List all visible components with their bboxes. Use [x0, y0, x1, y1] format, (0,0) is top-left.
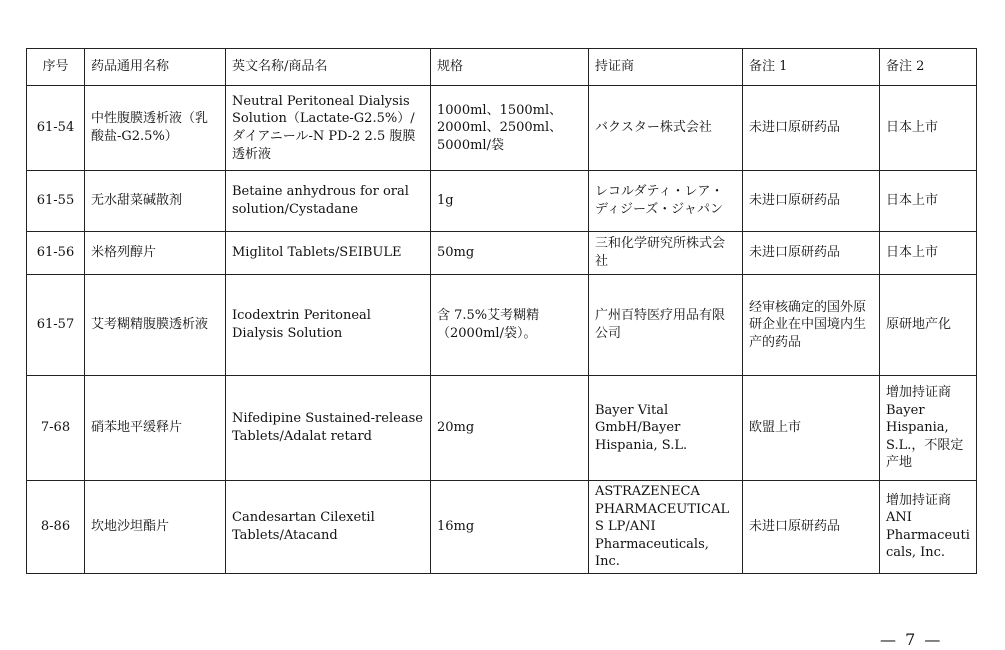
cell-spec: 含 7.5%艾考糊精（2000ml/袋）。	[431, 275, 589, 376]
cell-seq: 7-68	[27, 376, 85, 481]
table-row	[27, 376, 977, 481]
cell-note1: 经审核确定的国外原研企业在中国境内生产的药品	[743, 275, 880, 376]
cell-spec: 20mg	[431, 376, 589, 481]
cell-holder: バクスター株式会社	[589, 86, 743, 171]
cell-english-name: Candesartan Cilexetil Tablets/Atacand	[226, 481, 431, 574]
cell-note1: 未进口原研药品	[743, 171, 880, 232]
cell-spec: 16mg	[431, 481, 589, 574]
cell-english-name: Neutral Peritoneal Dialysis Solution（Lactate-G2.5%）/ダイアニール-N PD-2 2.5 腹膜透析液	[226, 86, 431, 171]
header-note2: 备注 2	[880, 49, 977, 86]
drug-list-table	[26, 48, 977, 574]
table-row	[27, 481, 977, 574]
table-header-row	[27, 49, 977, 86]
cell-seq: 61-56	[27, 232, 85, 275]
cell-note2: 增加持证商 ANI Pharmaceuticals, Inc.	[880, 481, 977, 574]
cell-holder: レコルダティ・レア・ディジーズ・ジャパン	[589, 171, 743, 232]
cell-generic-name: 无水甜菜碱散剂	[85, 171, 226, 232]
cell-seq: 61-54	[27, 86, 85, 171]
header-seq: 序号	[27, 49, 85, 86]
cell-seq: 61-57	[27, 275, 85, 376]
cell-note2: 原研地产化	[880, 275, 977, 376]
cell-note1: 未进口原研药品	[743, 481, 880, 574]
cell-generic-name: 坎地沙坦酯片	[85, 481, 226, 574]
cell-note2: 日本上市	[880, 86, 977, 171]
cell-note1: 未进口原研药品	[743, 232, 880, 275]
table-row	[27, 86, 977, 171]
table-row	[27, 275, 977, 376]
cell-note2: 增加持证商 Bayer Hispania, S.L.，不限定产地	[880, 376, 977, 481]
cell-note1: 欧盟上市	[743, 376, 880, 481]
table-row	[27, 232, 977, 275]
cell-note1: 未进口原研药品	[743, 86, 880, 171]
cell-holder: 广州百特医疗用品有限公司	[589, 275, 743, 376]
cell-english-name: Icodextrin Peritoneal Dialysis Solution	[226, 275, 431, 376]
page-number: — 7 —	[880, 630, 943, 649]
cell-english-name: Miglitol Tablets/SEIBULE	[226, 232, 431, 275]
header-generic-name: 药品通用名称	[85, 49, 226, 86]
cell-generic-name: 艾考糊精腹膜透析液	[85, 275, 226, 376]
cell-generic-name: 中性腹膜透析液（乳酸盐-G2.5%）	[85, 86, 226, 171]
cell-spec: 50mg	[431, 232, 589, 275]
header-holder: 持证商	[589, 49, 743, 86]
header-spec: 规格	[431, 49, 589, 86]
table-row	[27, 171, 977, 232]
cell-spec: 1g	[431, 171, 589, 232]
cell-holder: 三和化学研究所株式会社	[589, 232, 743, 275]
cell-english-name: Betaine anhydrous for oral solution/Cystadane	[226, 171, 431, 232]
cell-generic-name: 米格列醇片	[85, 232, 226, 275]
header-english-name: 英文名称/商品名	[226, 49, 431, 86]
cell-note2: 日本上市	[880, 171, 977, 232]
cell-holder: Bayer Vital GmbH/Bayer Hispania, S.L.	[589, 376, 743, 481]
header-note1: 备注 1	[743, 49, 880, 86]
cell-spec: 1000ml、1500ml、2000ml、2500ml、5000ml/袋	[431, 86, 589, 171]
cell-seq: 8-86	[27, 481, 85, 574]
cell-note2: 日本上市	[880, 232, 977, 275]
cell-generic-name: 硝苯地平缓释片	[85, 376, 226, 481]
cell-seq: 61-55	[27, 171, 85, 232]
cell-holder: ASTRAZENECA PHARMACEUTICALS LP/ANI Pharmaceuticals, Inc.	[589, 481, 743, 574]
cell-english-name: Nifedipine Sustained-release Tablets/Adalat retard	[226, 376, 431, 481]
